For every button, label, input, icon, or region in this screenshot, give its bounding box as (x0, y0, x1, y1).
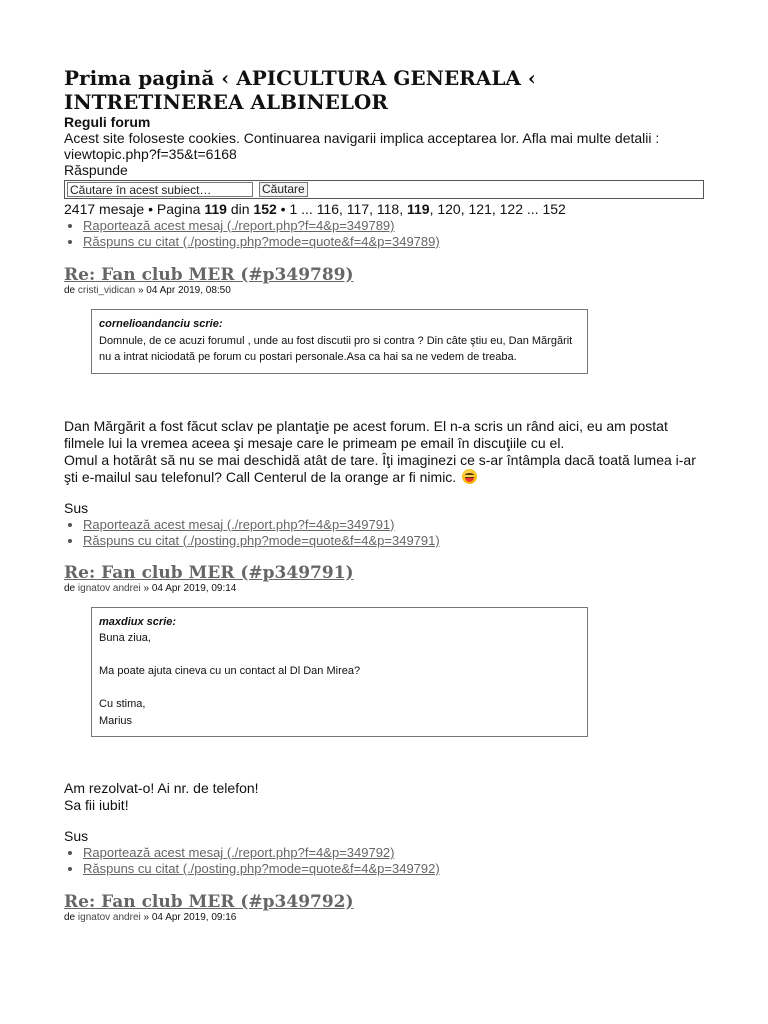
list-item (83, 845, 704, 861)
quote-line: Ma poate ajuta cineva cu un contact al Dl Dan Mirea? (99, 665, 361, 677)
post-author-link[interactable]: ignatov andrei (77, 582, 141, 594)
list-item (83, 517, 704, 533)
post-title-link[interactable]: Re: Fan club MER (#p349792) (64, 892, 354, 912)
list-item (83, 218, 704, 234)
search-input[interactable] (67, 182, 253, 197)
total-pages: 152 (253, 201, 277, 217)
list-item (83, 861, 704, 877)
post-actions (64, 517, 704, 549)
post-actions (64, 218, 704, 250)
laughing-smiley-icon (462, 469, 477, 484)
quote-reply-link[interactable]: Răspuns cu citat (./posting.php?mode=quote&f=4&p=349789) (83, 234, 440, 249)
post-paragraph: Sa fii iubit! (64, 797, 129, 813)
page-links[interactable]: 1 ... 116, 117, 118, (289, 201, 404, 217)
topic-search-form (64, 180, 704, 199)
post-date: » 04 Apr 2019, 08:50 (137, 285, 231, 296)
breadcrumb[interactable]: Prima pagină ‹ APICULTURA GENERALA ‹ INTRETINEREA ALBINELOR (64, 66, 536, 114)
quote-line: Cu stima, (99, 698, 146, 710)
page-label: Pagina (156, 201, 201, 217)
post-author-link[interactable]: cristi_vidican (77, 285, 136, 296)
post-title-link[interactable]: Re: Fan club MER (#p349791) (64, 562, 354, 583)
post-author-link[interactable]: ignatov andrei (77, 912, 141, 923)
report-post-link[interactable]: Raportează acest mesaj (./report.php?f=4&p=349792) (83, 845, 395, 860)
post-actions (64, 845, 704, 877)
reply-button[interactable]: Răspunde (64, 162, 128, 178)
post-body (64, 780, 704, 814)
quote-line: Buna ziua, (99, 632, 151, 644)
page-links-after[interactable]: , 120, 121, 122 ... 152 (429, 201, 566, 217)
quote-block (91, 309, 588, 374)
back-to-top-link[interactable]: Sus (64, 828, 89, 844)
current-page: 119 (204, 201, 227, 217)
quote-author: cornelioandanciu scrie: (99, 318, 223, 330)
post-byline: de ignatov andrei » 04 Apr 2019, 09:16 (64, 912, 237, 923)
post-title-link[interactable]: Re: Fan club MER (#p349789) (64, 265, 354, 285)
post-count: 2417 mesaje (64, 201, 145, 217)
quote-author: maxdiux scrie: (99, 615, 177, 628)
report-post-link[interactable]: Raportează acest mesaj (./report.php?f=4&p=349789) (83, 218, 395, 233)
post-byline: de ignatov andrei » 04 Apr 2019, 09:14 (64, 582, 237, 594)
forum-topic-page (64, 66, 704, 924)
list-item (83, 533, 704, 549)
of-label: din (230, 201, 250, 217)
quote-line (99, 647, 580, 664)
quote-block (91, 607, 588, 738)
list-item (83, 234, 704, 250)
separator: • (148, 201, 153, 217)
report-post-link[interactable]: Raportează acest mesaj (./report.php?f=4&p=349791) (83, 516, 395, 532)
quote-reply-link[interactable]: Răspuns cu citat (./posting.php?mode=quote&f=4&p=349791) (83, 532, 440, 548)
quote-reply-link[interactable]: Răspuns cu citat (./posting.php?mode=quote&f=4&p=349792) (83, 861, 440, 876)
quote-text: Domnule, de ce acuzi forumul , unde au fost discutii pro si contra ? Din câte ştiu eu, Dan Mărgărit nu a intrat niciodată pe forum cu postari personale.Asa ca hai sa ne vedem de treaba. (99, 334, 573, 363)
cookie-notice: Acest site foloseste cookies. Continuarea navigarii implica acceptarea lor. Afla mai multe detalii : viewtopic.php?f=35&t=6168 (64, 130, 660, 162)
post-paragraph: Dan Mărgărit a fost făcut sclav pe plantaţie pe acest forum. El n-a scris un rând aici, eu am postat filmele lui la vremea aceea şi mesaje care le primeam pe email în discuţiile cu el. (64, 417, 668, 451)
forum-rules-link[interactable]: Reguli forum (64, 114, 151, 130)
pagination (64, 201, 704, 218)
back-to-top-link[interactable]: Sus (64, 499, 89, 516)
quote-line: Marius (99, 714, 133, 727)
post-paragraph: Omul a hotărât să nu se mai deschidă atât de tare. Îţi imaginezi ce s-ar întâmpla dacă toată lumea i-ar şti e-mailul sau telefonul? Call Centerul de la orange ar fi nimic. (64, 451, 696, 485)
post-date: » 04 Apr 2019, 09:16 (143, 912, 237, 923)
search-button[interactable]: Căutare (259, 182, 308, 197)
post-body (64, 418, 704, 486)
page-link-current: 119 (406, 201, 430, 217)
separator: • (280, 201, 286, 217)
post-paragraph: Am rezolvat-o! Ai nr. de telefon! (64, 780, 259, 796)
quote-line (99, 680, 580, 697)
post-date: » 04 Apr 2019, 09:14 (143, 582, 237, 594)
post-byline: de cristi_vidican » 04 Apr 2019, 08:50 (64, 285, 231, 296)
